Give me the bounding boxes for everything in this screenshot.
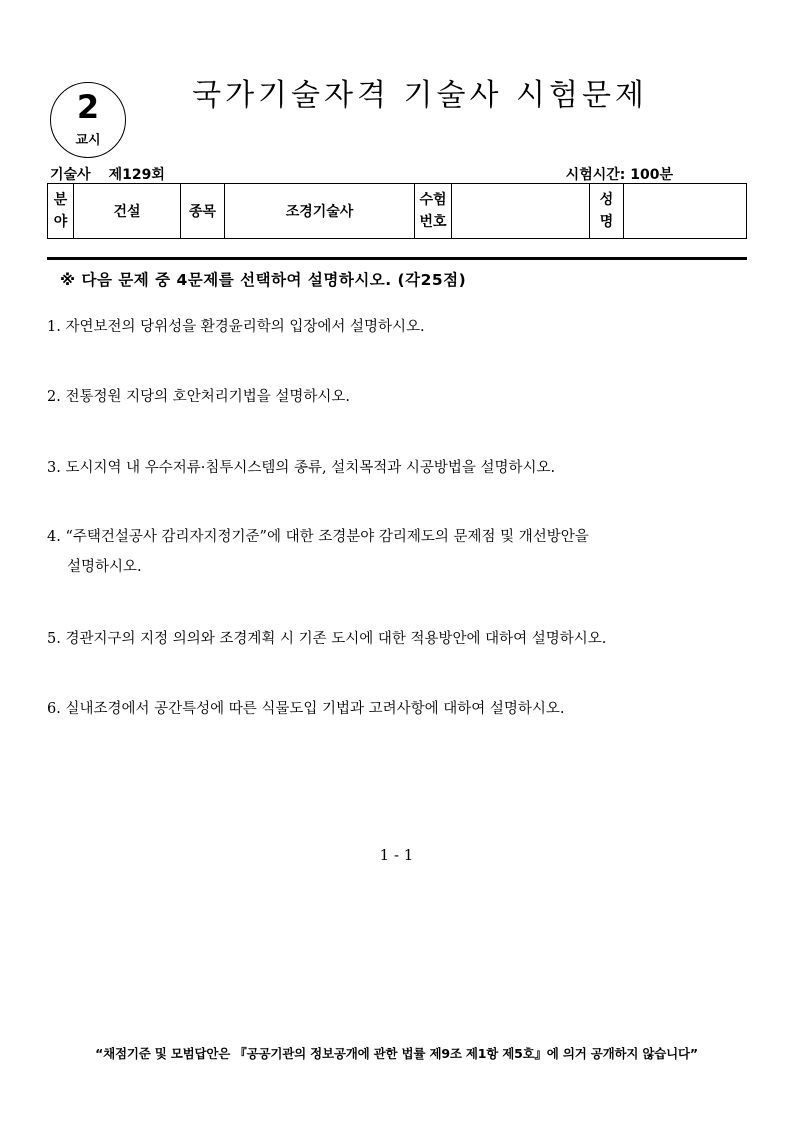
exam-round-info bbox=[50, 164, 165, 184]
question-2 bbox=[47, 382, 752, 412]
type-value: 조경기술사 bbox=[225, 184, 415, 239]
question-6 bbox=[47, 694, 752, 724]
type-label: 종목 bbox=[181, 184, 225, 239]
page-number: 1 - 1 bbox=[379, 846, 414, 864]
session-number: 2 bbox=[76, 88, 100, 126]
question-4 bbox=[47, 522, 752, 582]
exam-title: 국가기술자격 기술사 시험문제 bbox=[192, 78, 648, 113]
exam-header-table bbox=[47, 183, 747, 239]
question-text: 3. 도시지역 내 우수저류·침투시스템의 종류, 설치목적과 시공방법을 설명하시오. bbox=[47, 460, 556, 476]
question-text-continued: 설명하시오. bbox=[67, 559, 142, 575]
question-3 bbox=[47, 453, 752, 483]
question-5 bbox=[47, 624, 752, 654]
field-label: 분 야 bbox=[48, 184, 74, 239]
session-label: 교시 bbox=[75, 133, 101, 148]
question-text: 4. “주택건설공사 감리자지정기준”에 대한 조경분야 감리제도의 문제점 및 개선방안을 bbox=[47, 529, 589, 545]
question-1 bbox=[47, 312, 752, 342]
exam-number-field[interactable] bbox=[452, 184, 590, 239]
divider bbox=[47, 257, 747, 260]
name-label: 성 명 bbox=[590, 184, 624, 239]
session-badge bbox=[50, 82, 126, 158]
exam-category: 기술사 bbox=[50, 167, 91, 183]
exam-time: 시험시간: 100분 bbox=[565, 167, 673, 183]
name-field[interactable] bbox=[624, 184, 747, 239]
question-text: 1. 자연보전의 당위성을 환경윤리학의 입장에서 설명하시오. bbox=[47, 319, 425, 335]
instruction: ※ 다음 문제 중 4문제를 선택하여 설명하시오. (각25점) bbox=[60, 271, 467, 289]
field-value: 건설 bbox=[74, 184, 181, 239]
question-text: 6. 실내조경에서 공간특성에 따른 식물도입 기법과 고려사항에 대하여 설명하시오. bbox=[47, 701, 565, 717]
footer-notice: “채점기준 및 모범답안은 『공공기관의 정보공개에 관한 법률 제9조 제1항 제5호』에 의거 공개하지 않습니다” bbox=[95, 1046, 698, 1061]
question-text: 2. 전통정원 지당의 호안처리기법을 설명하시오. bbox=[47, 389, 351, 405]
exam-round: 제129회 bbox=[108, 167, 165, 183]
question-text: 5. 경관지구의 지정 의의와 조경계획 시 기존 도시에 대한 적용방안에 대하여 설명하시오. bbox=[47, 631, 607, 647]
exam-number-label: 수험 번호 bbox=[415, 184, 452, 239]
